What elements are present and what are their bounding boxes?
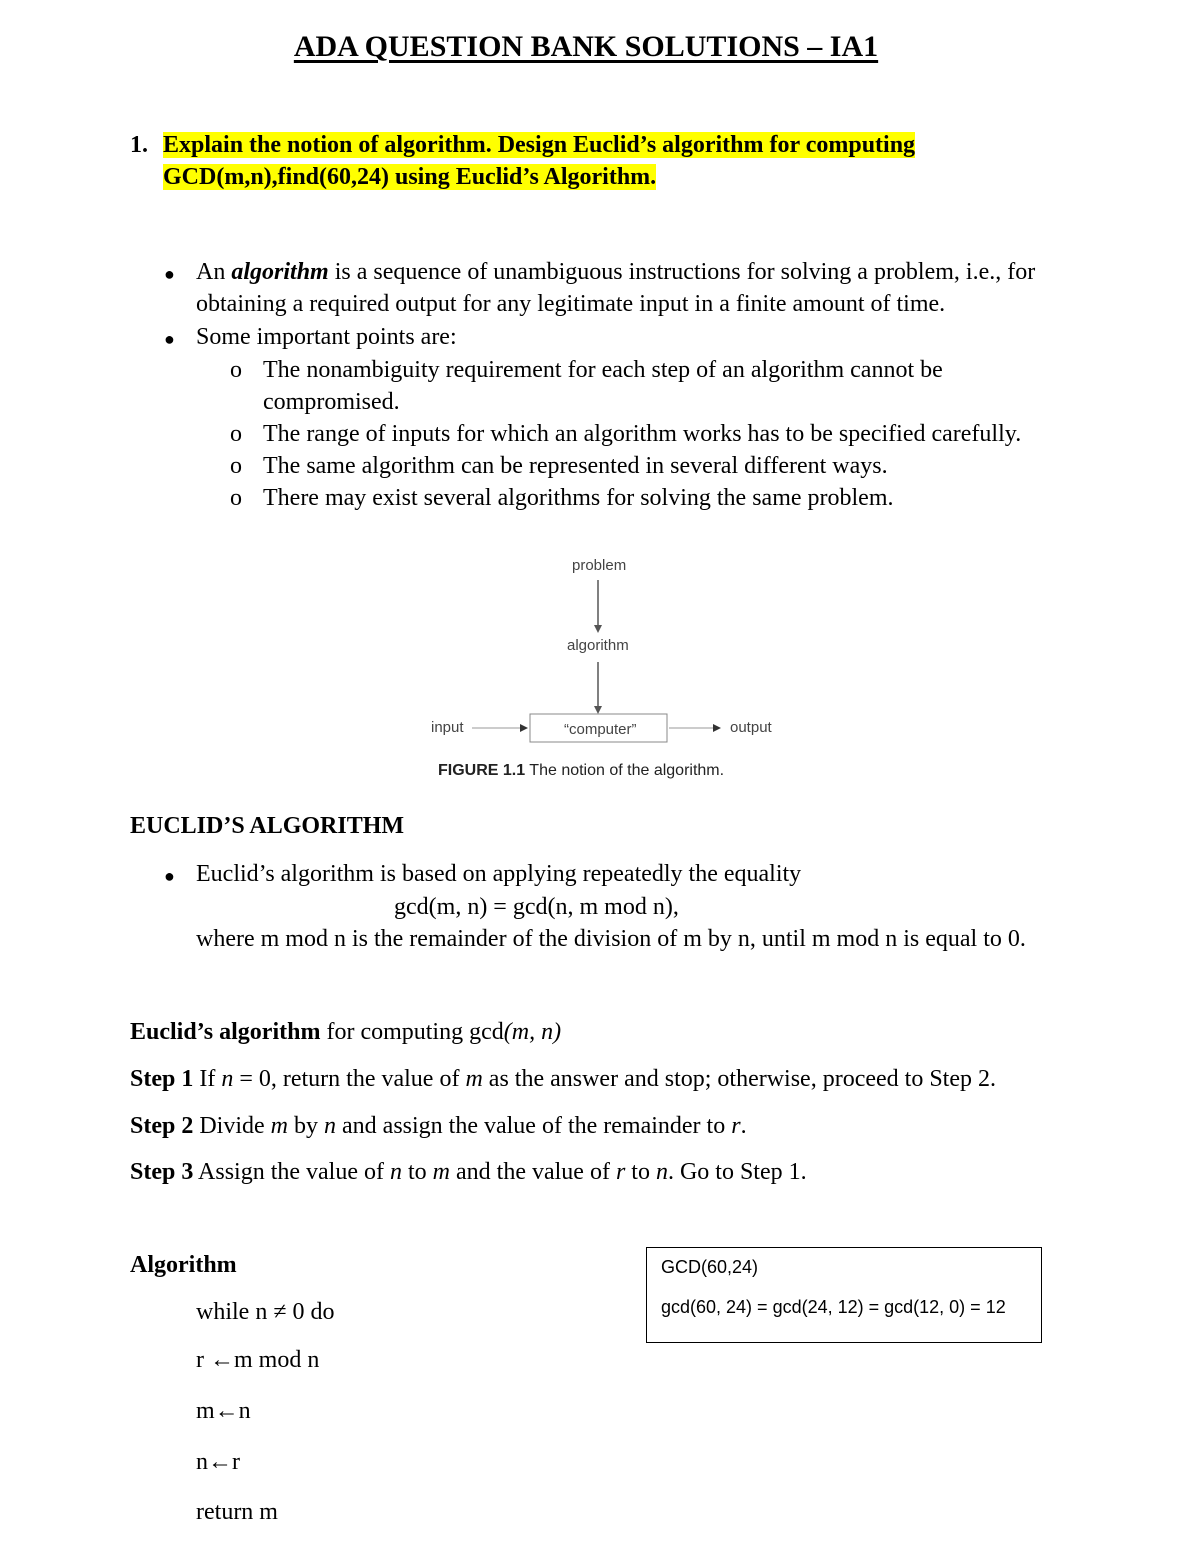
figure-algorithm-label: algorithm [567, 637, 629, 654]
step-var: n [389, 1159, 402, 1185]
gcd-example-result: gcd(60, 24) = gcd(24, 12) = gcd(12, 0) = 12 [661, 1297, 1006, 1317]
step-text: and the value of [450, 1159, 616, 1185]
procedure-heading-rest: for computing gcd [320, 1019, 504, 1045]
euclid-equality: gcd(m, n) = gcd(n, m mod n), [394, 894, 679, 920]
step-var: m [270, 1113, 289, 1139]
algorithm-heading: Algorithm [130, 1252, 237, 1278]
step-text: If [193, 1066, 222, 1092]
step-text: by [288, 1113, 325, 1139]
procedure-heading [130, 1019, 561, 1046]
definition-prefix: An [196, 259, 232, 285]
point-1-line-1: The nonambiguity requirement for each step of an algorithm cannot be [263, 357, 943, 383]
step-label: Step 3 [130, 1159, 194, 1185]
step-text: = 0, return the value of [233, 1066, 466, 1092]
step-var: m [432, 1159, 450, 1185]
procedure-heading-args: (m, n) [503, 1019, 562, 1045]
step-3 [130, 1159, 807, 1186]
step-text: Assign the value of [193, 1159, 390, 1185]
question-number: 1. [130, 132, 148, 158]
code-line: while n ≠ 0 do [196, 1299, 335, 1325]
step-text: Divide [193, 1113, 271, 1139]
step-text: and assign the value of the remainder to [336, 1113, 732, 1139]
procedure-heading-bold: Euclid’s algorithm [130, 1019, 321, 1045]
figure-caption-label: FIGURE 1.1 [438, 762, 526, 779]
page-title: ADA QUESTION BANK SOLUTIONS – IA1 [293, 30, 879, 63]
circle-bullet-icon: o [230, 421, 242, 447]
step-label: Step 1 [130, 1066, 194, 1092]
step-label: Step 2 [130, 1113, 194, 1139]
euclid-heading: EUCLID’S ALGORITHM [130, 813, 405, 839]
gcd-example-box [646, 1247, 1042, 1343]
point-1-line-2: compromised. [263, 389, 400, 415]
step-var: m [465, 1066, 483, 1092]
code-line: return m [196, 1499, 278, 1525]
step-text: . [740, 1113, 747, 1139]
definition-term: algorithm [231, 259, 329, 285]
code-line: m←n [196, 1398, 251, 1424]
step-var: n [655, 1159, 668, 1185]
bullet-icon: ● [164, 329, 175, 349]
step-1 [130, 1066, 996, 1093]
bullet-icon: ● [164, 264, 175, 284]
circle-bullet-icon: o [230, 485, 242, 511]
step-var: r [615, 1159, 626, 1185]
figure-input-label: input [431, 719, 464, 736]
definition-line-2: obtaining a required output for any legitimate input in a finite amount of time. [196, 291, 946, 317]
euclid-line-1: Euclid’s algorithm is based on applying repeatedly the equality [196, 861, 802, 887]
code-line: n←r [196, 1449, 240, 1475]
arrowhead-right-icon [520, 724, 528, 732]
points-intro: Some important points are: [196, 324, 457, 350]
step-var: n [324, 1113, 337, 1139]
arrowhead-down-icon [594, 625, 602, 633]
step-text: as the answer and stop; otherwise, proceed to Step 2. [482, 1066, 996, 1092]
figure-problem-label: problem [572, 557, 627, 574]
figure-computer-label: “computer” [564, 721, 637, 738]
point-3: The same algorithm can be represented in several different ways. [263, 453, 888, 479]
step-text: . Go to Step 1. [667, 1159, 807, 1185]
step-var: r [731, 1113, 741, 1139]
figure-caption [438, 762, 724, 780]
arrowhead-right-icon [713, 724, 721, 732]
code-line: r ←m mod n [196, 1347, 320, 1373]
definition-rest: is a sequence of unambiguous instructions for solving a problem, i.e., for [328, 259, 1036, 285]
arrowhead-down-icon [594, 706, 602, 714]
figure-output-label: output [730, 719, 772, 736]
step-2 [130, 1113, 747, 1140]
question-text-2: GCD(m,n),find(60,24) using Euclid’s Algorithm. [163, 164, 657, 190]
step-text: to [401, 1159, 433, 1185]
circle-bullet-icon: o [230, 357, 242, 383]
step-var: n [221, 1066, 234, 1092]
circle-bullet-icon: o [230, 453, 242, 479]
point-4: There may exist several algorithms for solving the same problem. [263, 485, 894, 511]
figure-caption-text: The notion of the algorithm. [525, 762, 725, 779]
question-text-1: Explain the notion of algorithm. Design Euclid’s algorithm for computing [163, 132, 916, 158]
euclid-line-3: where m mod n is the remainder of the division of m by n, until m mod n is equal to 0. [196, 926, 1026, 952]
point-2: The range of inputs for which an algorithm works has to be specified carefully. [263, 421, 1022, 447]
step-text: to [625, 1159, 656, 1185]
gcd-example-title: GCD(60,24) [661, 1257, 759, 1277]
bullet-icon: ● [164, 866, 175, 886]
